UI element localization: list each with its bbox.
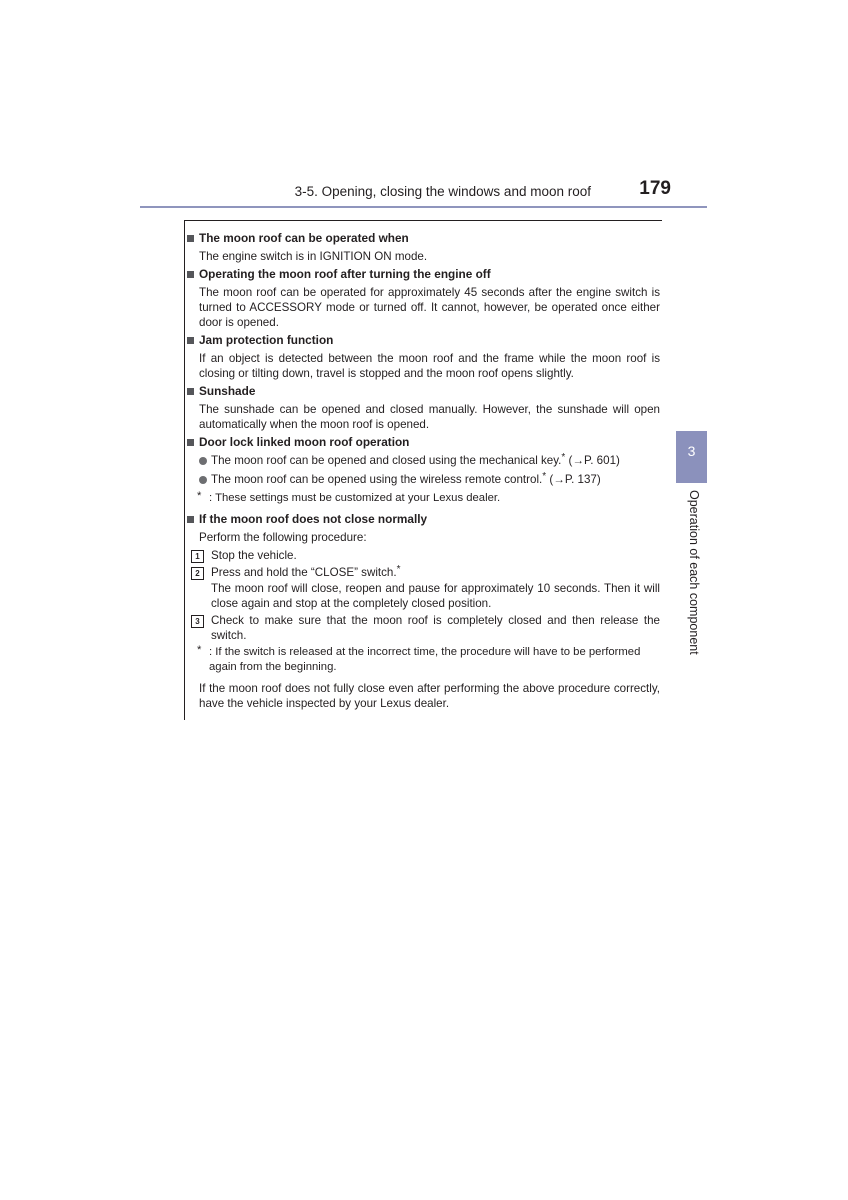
list-item: The moon roof can be opened and closed using the mechanical key.* (→P. 601)	[186, 453, 660, 469]
section-heading: Door lock linked moon roof operation	[186, 435, 660, 450]
square-bullet-icon	[187, 439, 194, 446]
section-heading: Operating the moon roof after turning the engine off	[186, 267, 660, 282]
page-number: 179	[639, 178, 671, 199]
section-intro: Perform the following procedure:	[199, 531, 367, 544]
square-bullet-icon	[187, 271, 194, 278]
step-number: 2	[191, 567, 204, 580]
procedure-step: 1 Stop the vehicle.	[186, 548, 660, 563]
footnote-mark: *	[197, 644, 202, 656]
content-area	[186, 228, 660, 714]
square-bullet-icon	[187, 388, 194, 395]
step-detail: The moon roof will close, reopen and pause for approximately 10 seconds. Then it will close again and stop at the completely closed position.	[211, 582, 660, 610]
footnote: * : If the switch is released at the incorrect time, the procedure will have to be performed again from the beginning.	[197, 644, 641, 673]
footnote: * : These settings must be customized at your Lexus dealer.	[197, 490, 501, 504]
step-number: 3	[191, 615, 204, 628]
square-bullet-icon	[187, 516, 194, 523]
section-heading: Sunshade	[186, 384, 660, 399]
procedure-step: 3 Check to make sure that the moon roof is completely closed and then release the switch.	[186, 613, 660, 643]
header-rule	[140, 206, 707, 208]
section-heading: Jam protection function	[186, 333, 660, 348]
footnote-mark: *	[197, 490, 202, 502]
closing-paragraph: If the moon roof does not fully close even after performing the above procedure correctly, have the vehicle inspected by your Lexus dealer.	[199, 682, 660, 710]
section-heading: If the moon roof does not close normally	[186, 512, 660, 527]
section-body: The moon roof can be operated for approximately 45 seconds after the engine switch is turned to ACCESSORY mode or turned off. It cannot, however, be operated once either door is opened.	[199, 286, 660, 329]
section-title: 3-5. Opening, closing the windows and moon roof	[294, 184, 591, 199]
round-bullet-icon	[199, 457, 207, 465]
round-bullet-icon	[199, 476, 207, 484]
chapter-tab: 3	[676, 431, 707, 483]
procedure-step: 2 Press and hold the “CLOSE” switch.* The moon roof will close, reopen and pause for approximately 10 seconds. Then it will close again and stop at the completely closed position.	[186, 565, 660, 611]
section-heading: The moon roof can be operated when	[186, 231, 660, 246]
section-body: If an object is detected between the moon roof and the frame while the moon roof is closing or tilting down, travel is stopped and the moon roof opens slightly.	[199, 352, 660, 380]
section-body: The sunshade can be opened and closed manually. However, the sunshade will open automatically when the moon roof is opened.	[199, 403, 660, 431]
chapter-label: Operation of each component	[687, 490, 701, 655]
section-body: The engine switch is in IGNITION ON mode.	[199, 250, 428, 263]
step-number: 1	[191, 550, 204, 563]
square-bullet-icon	[187, 337, 194, 344]
list-item: The moon roof can be opened using the wireless remote control.* (→P. 137)	[186, 472, 660, 488]
square-bullet-icon	[187, 235, 194, 242]
